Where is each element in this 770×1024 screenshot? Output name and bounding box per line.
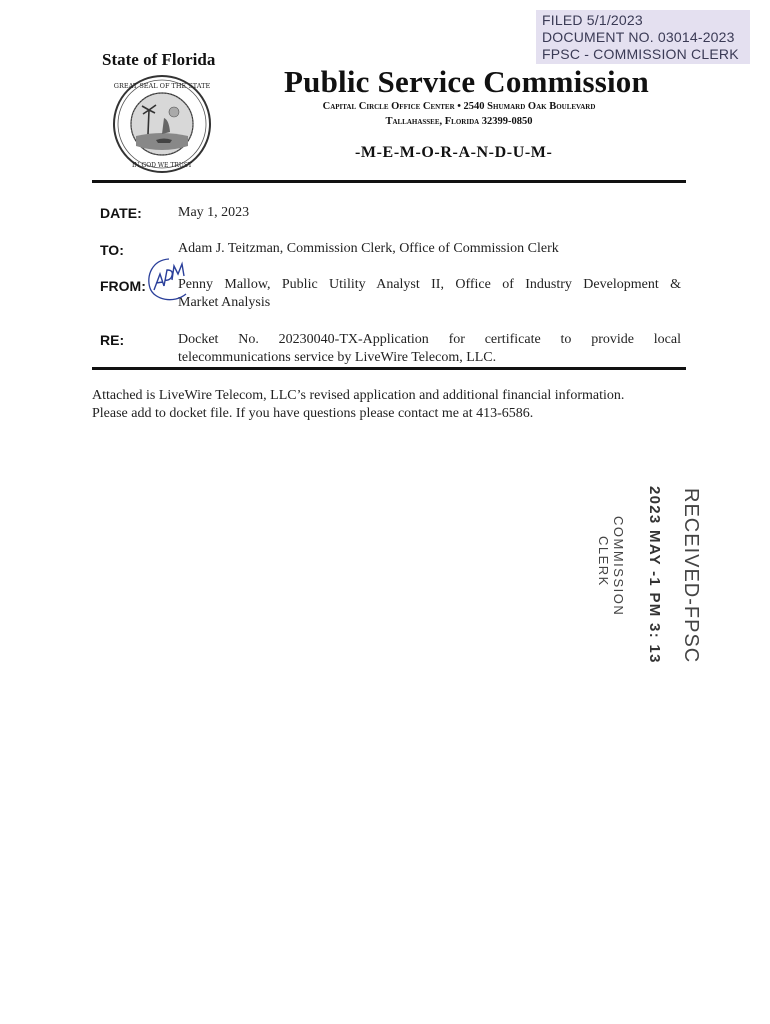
to-value: Adam J. Teitzman, Commission Clerk, Office of Commission Clerk <box>178 241 559 256</box>
memo-body-line-1: Attached is LiveWire Telecom, LLC’s revised application and additional financial information. <box>92 388 625 403</box>
received-stamp <box>596 484 706 664</box>
filing-stamp-date: FILED 5/1/2023 <box>542 12 643 28</box>
re-value-line-1: Docket No. 20230040-TX-Application for certificate to provide local <box>178 332 681 347</box>
from-value-line-1: Penny Mallow, Public Utility Analyst II, Office of Industry Development & <box>178 277 681 292</box>
address-line-1: Capital Circle Office Center • 2540 Shumard Oak Boulevard <box>322 101 596 112</box>
received-stamp-office-line-2: CLERK <box>596 536 611 587</box>
filing-stamp-document-number: DOCUMENT NO. 03014-2023 <box>542 29 735 45</box>
address-line-2: Tallahassee, Florida 32399-0850 <box>385 116 533 127</box>
received-stamp-office-line-1: COMMISSION <box>611 516 626 617</box>
received-stamp-timestamp: 2023 MAY -1 PM 3: 13 <box>646 486 663 664</box>
svg-text:IN GOD WE TRUST: IN GOD WE TRUST <box>131 162 193 169</box>
re-value-line-2: telecommunications service by LiveWire Telecom, LLC. <box>178 350 497 365</box>
handwritten-initials <box>144 256 194 306</box>
filing-stamp <box>536 10 750 64</box>
date-value: May 1, 2023 <box>178 205 250 220</box>
from-value-line-2: Market Analysis <box>178 295 271 310</box>
header-divider <box>92 180 686 183</box>
memorandum-title: -M-E-M-O-R-A-N-D-U-M- <box>355 144 553 161</box>
florida-state-seal <box>112 74 212 174</box>
from-label: FROM: <box>100 278 146 294</box>
memo-body <box>92 387 682 423</box>
filing-stamp-clerk: FPSC - COMMISSION CLERK <box>542 46 739 62</box>
agency-name: Public Service Commission <box>284 64 649 99</box>
state-label: State of Florida <box>102 50 216 69</box>
received-stamp-label: RECEIVED-FPSC <box>680 488 702 664</box>
svg-text:GREAT SEAL OF THE STATE: GREAT SEAL OF THE STATE <box>113 82 211 90</box>
to-label: TO: <box>100 242 124 258</box>
subject-divider <box>92 367 686 370</box>
date-label: DATE: <box>100 205 142 221</box>
re-label: RE: <box>100 332 125 348</box>
memo-body-line-2: Please add to docket file. If you have questions please contact me at 413-6586. <box>92 406 534 421</box>
